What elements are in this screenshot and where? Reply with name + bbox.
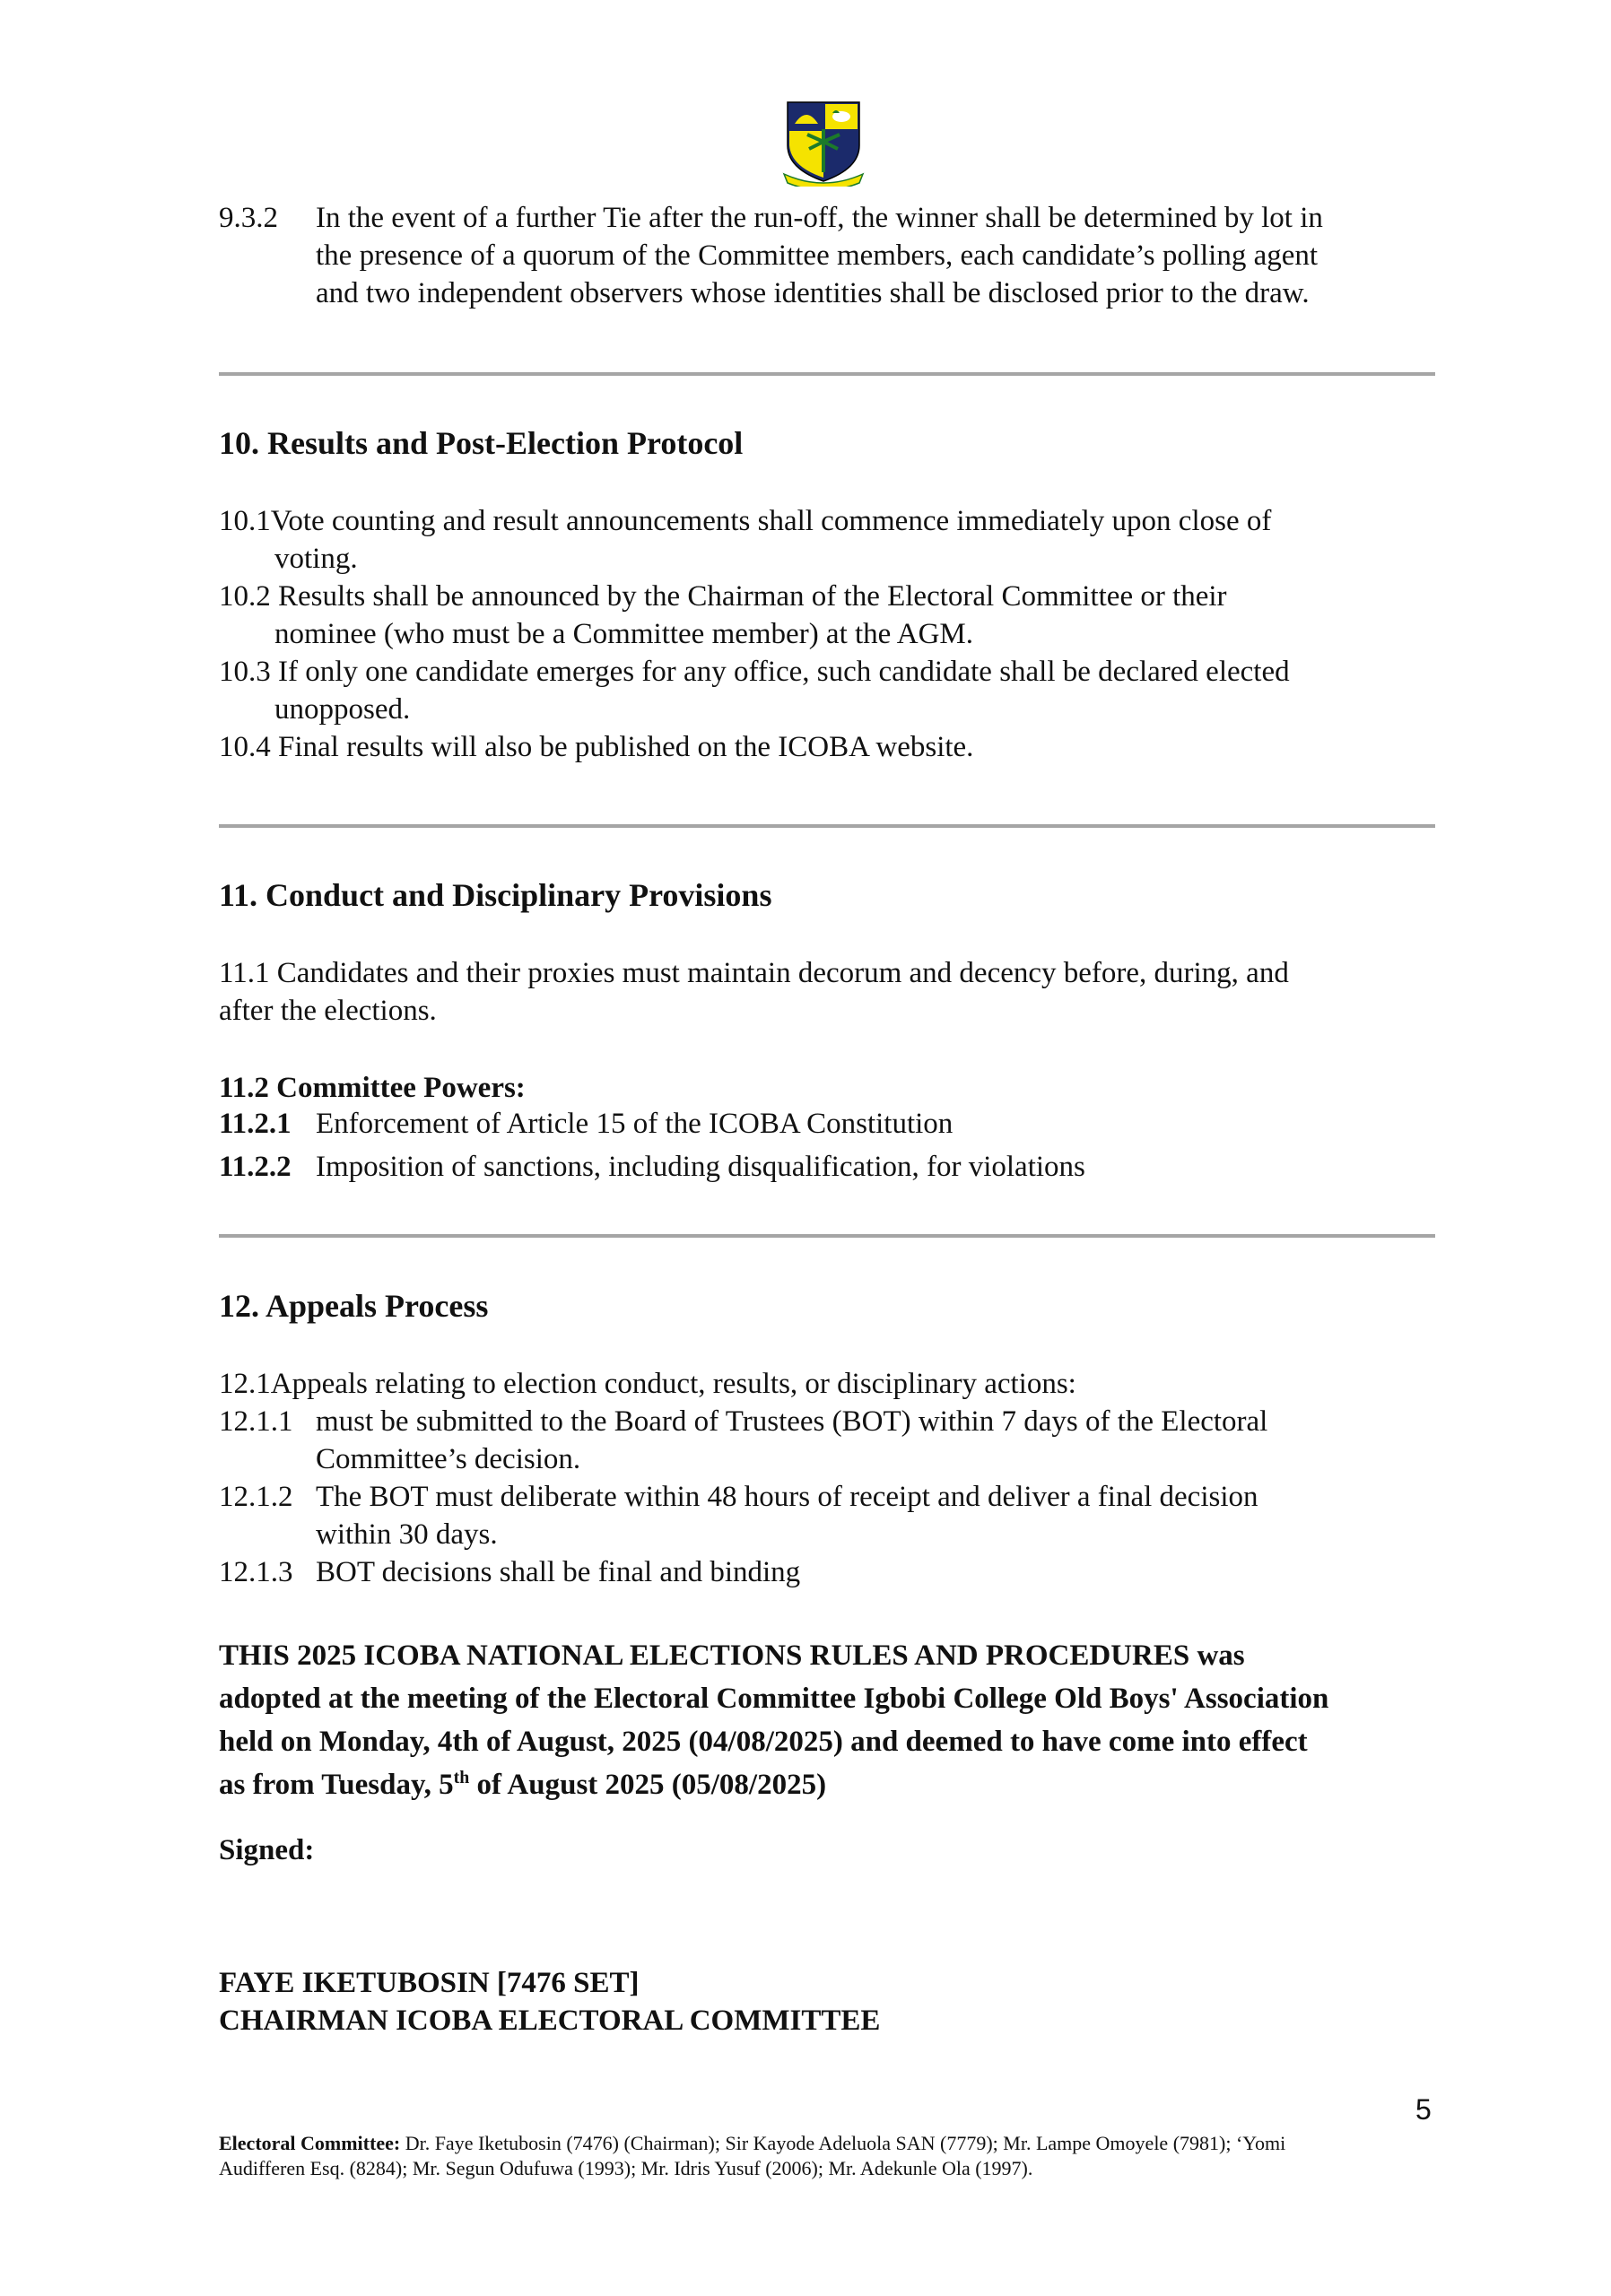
committee-powers-heading: 11.2 Committee Powers: — [219, 1072, 526, 1104]
clause-12-1-2-cont: within 30 days. — [316, 1518, 498, 1551]
clause-12-1-1: must be submitted to the Board of Trustees (BOT) within 7 days of the Electoral — [316, 1405, 1268, 1438]
ordinal-suffix: th — [453, 1768, 470, 1787]
clause-11-1: 11.1 Candidates and their proxies must maintain decorum and decency before, during, and — [219, 957, 1289, 989]
power-item — [219, 1105, 953, 1143]
clause-10-1-cont: voting. — [274, 543, 358, 575]
signatory-name: FAYE IKETUBOSIN [7476 SET] — [219, 1967, 640, 1999]
adoption-line: THIS 2025 ICOBA NATIONAL ELECTIONS RULES AND PROCEDURES was — [219, 1639, 1245, 1672]
adoption-line: adopted at the meeting of the Electoral Committee Igbobi College Old Boys' Association — [219, 1683, 1329, 1715]
adoption-line — [219, 1763, 826, 1806]
section-divider — [219, 824, 1435, 828]
clause-11-1-cont: after the elections. — [219, 995, 437, 1027]
footer-members-cont: Audifferen Esq. (8284); Mr. Segun Odufuwa (1993); Mr. Idris Yusuf (2006); Mr. Adekunle Ola (1997). — [219, 2157, 1033, 2179]
clause-12-1-3-number: 12.1.3 — [219, 1556, 293, 1588]
clause-9-3-2-number: 9.3.2 — [219, 202, 278, 234]
section-11-heading: 11. Conduct and Disciplinary Provisions — [219, 877, 772, 913]
clause-10-3-cont: unopposed. — [274, 693, 411, 726]
school-crest-icon — [782, 99, 865, 187]
clause-9-3-2-line: the presence of a quorum of the Committee members, each candidate’s polling agent — [316, 239, 1319, 272]
power-number: 11.2.2 — [219, 1151, 292, 1183]
power-text: Enforcement of Article 15 of the ICOBA Constitution — [316, 1108, 954, 1140]
section-divider — [219, 1234, 1435, 1238]
clause-12-1-3: BOT decisions shall be final and binding — [316, 1556, 801, 1588]
section-divider — [219, 372, 1435, 376]
adoption-line: held on Monday, 4th of August, 2025 (04/08/2025) and deemed to have come into effect — [219, 1726, 1308, 1758]
page-number: 5 — [1415, 2093, 1432, 2126]
clause-10-3: 10.3 If only one candidate emerges for any office, such candidate shall be declared elected — [219, 656, 1290, 688]
clause-12-1-1-cont: Committee’s decision. — [316, 1443, 581, 1475]
clause-10-4: 10.4 Final results will also be published on the ICOBA website. — [219, 731, 974, 763]
power-item — [219, 1148, 1085, 1186]
clause-10-1: 10.1Vote counting and result announcements shall commence immediately upon close of — [219, 505, 1272, 537]
section-12-heading: 12. Appeals Process — [219, 1288, 489, 1324]
section-10-heading: 10. Results and Post-Election Protocol — [219, 425, 744, 461]
clause-12-1-2: The BOT must deliberate within 48 hours of receipt and deliver a final decision — [316, 1481, 1258, 1513]
footer-label: Electoral Committee: — [219, 2132, 401, 2154]
clause-9-3-2-line: In the event of a further Tie after the run-off, the winner shall be determined by lot in — [316, 202, 1323, 234]
power-number: 11.2.1 — [219, 1108, 292, 1140]
adoption-effective-pre: as from Tuesday, 5 — [219, 1769, 454, 1801]
footer-committee-line — [219, 2131, 1285, 2156]
power-text: Imposition of sanctions, including disqualification, for violations — [316, 1151, 1085, 1183]
adoption-effective-post: of August 2025 (05/08/2025) — [469, 1769, 827, 1801]
signatory-title: CHAIRMAN ICOBA ELECTORAL COMMITTEE — [219, 2005, 881, 2037]
footer-members: Dr. Faye Iketubosin (7476) (Chairman); Sir Kayode Adeluola SAN (7779); Mr. Lampe Omoyele (7981); ‘Yomi — [400, 2132, 1286, 2154]
clause-12-1-1-number: 12.1.1 — [219, 1405, 293, 1438]
clause-9-3-2-line: and two independent observers whose identities shall be disclosed prior to the draw. — [316, 277, 1310, 309]
clause-12-1-2-number: 12.1.2 — [219, 1481, 293, 1513]
clause-10-2-cont: nominee (who must be a Committee member) at the AGM. — [274, 618, 973, 650]
signed-label: Signed: — [219, 1834, 315, 1866]
clause-10-2: 10.2 Results shall be announced by the Chairman of the Electoral Committee or their — [219, 580, 1227, 613]
clause-12-1: 12.1Appeals relating to election conduct, results, or disciplinary actions: — [219, 1368, 1076, 1400]
